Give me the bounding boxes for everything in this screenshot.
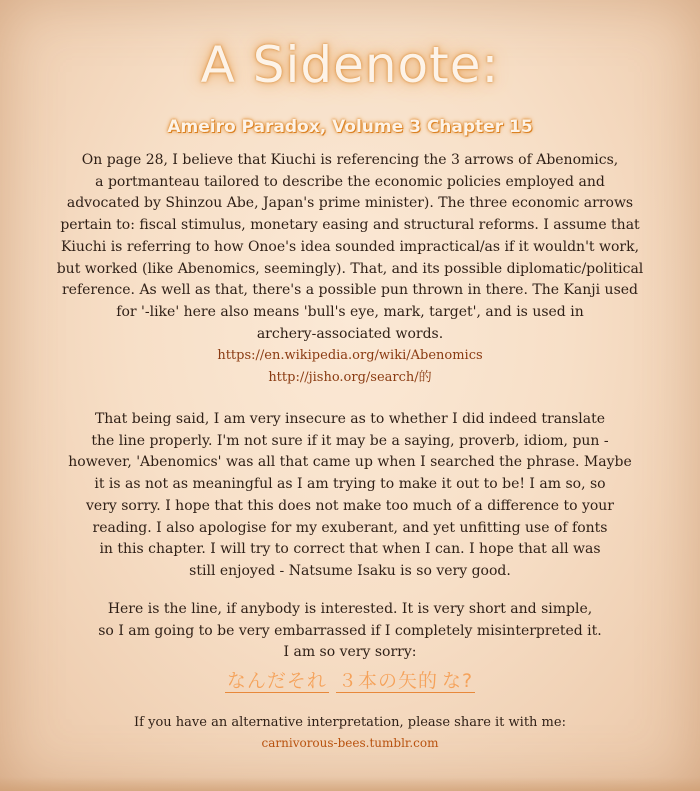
page-title: A Sidenote: (200, 36, 500, 94)
contact-text: If you have an alternative interpretation, please share it with me: (134, 715, 566, 730)
paragraph-line: archery-associated words. (256, 325, 444, 342)
paragraph-line: reading. I also apologise for my exuberant, and yet unfitting use of fonts (92, 519, 608, 536)
paragraph-apology (0, 409, 700, 583)
jisho-link[interactable]: http://jisho.org/search/的 (268, 370, 432, 386)
paragraph-line: reference. As well as that, there's a possible pun thrown in there. The Kanji used (61, 282, 639, 299)
paragraph-line: still enjoyed - Natsume Isaku is so very good. (189, 562, 511, 579)
japanese-quote (0, 666, 700, 693)
paragraph-line: That being said, I am very insecure as to whether I did indeed translate (94, 411, 606, 427)
paragraph-line: the line properly. I'm not sure if it may be a saying, proverb, idiom, pun - (91, 432, 609, 449)
wikipedia-link[interactable]: https://en.wikipedia.org/wiki/Abenomics (217, 348, 483, 364)
bottom-edge (0, 777, 700, 791)
japanese-quote-part: な? (441, 670, 474, 692)
paragraph-line: Here is the line, if anybody is interested. It is very short and simple, (107, 601, 593, 617)
paragraph-line: Kiuchi is referring to how Onoe's idea sounded impractical/as if it wouldn't work, (60, 238, 640, 255)
japanese-quote-emphasis: ３本の矢的 (337, 670, 438, 692)
paragraph-line: On page 28, I believe that Kiuchi is referencing the 3 arrows of Abenomics, (81, 152, 619, 168)
paragraph-line: but worked (like Abenomics, seemingly). That, and its possible diplomatic/political (56, 260, 644, 277)
paragraph-line: I am so very sorry: (283, 644, 417, 661)
page-subtitle: Ameiro Paradox, Volume 3 Chapter 15 (167, 117, 533, 137)
paragraph-line-intro (0, 599, 700, 664)
paragraph-line: pertain to: fiscal stimulus, monetary easing and structural reforms. I assume that (60, 217, 640, 234)
paragraph-line: so I am going to be very embarrassed if I completely misinterpreted it. (98, 622, 602, 639)
paragraph-line: very sorry. I hope that this does not make too much of a difference to your (86, 497, 614, 514)
paragraph-line: it is as not as meaningful as I am trying to make it out to be! I am so, so (94, 476, 606, 493)
paragraph-line: however, 'Abenomics' was all that came up when I searched the phrase. Maybe (68, 454, 632, 471)
paragraph-abenomics (0, 150, 700, 389)
paragraph-line: a portmanteau tailored to describe the economic policies employed and (95, 173, 605, 190)
paragraph-line: for '-like' here also means 'bull's eye, mark, target', and is used in (116, 303, 584, 320)
paragraph-line: in this chapter. I will try to correct that when I can. I hope that all was (99, 541, 601, 558)
paragraph-line: advocated by Shinzou Abe, Japan's prime minister). The three economic arrows (66, 195, 634, 212)
japanese-quote-part: なんだそれ (226, 670, 327, 692)
contact-section (0, 712, 700, 754)
tumblr-handle-link[interactable]: carnivorous-bees.tumblr.com (261, 736, 439, 750)
